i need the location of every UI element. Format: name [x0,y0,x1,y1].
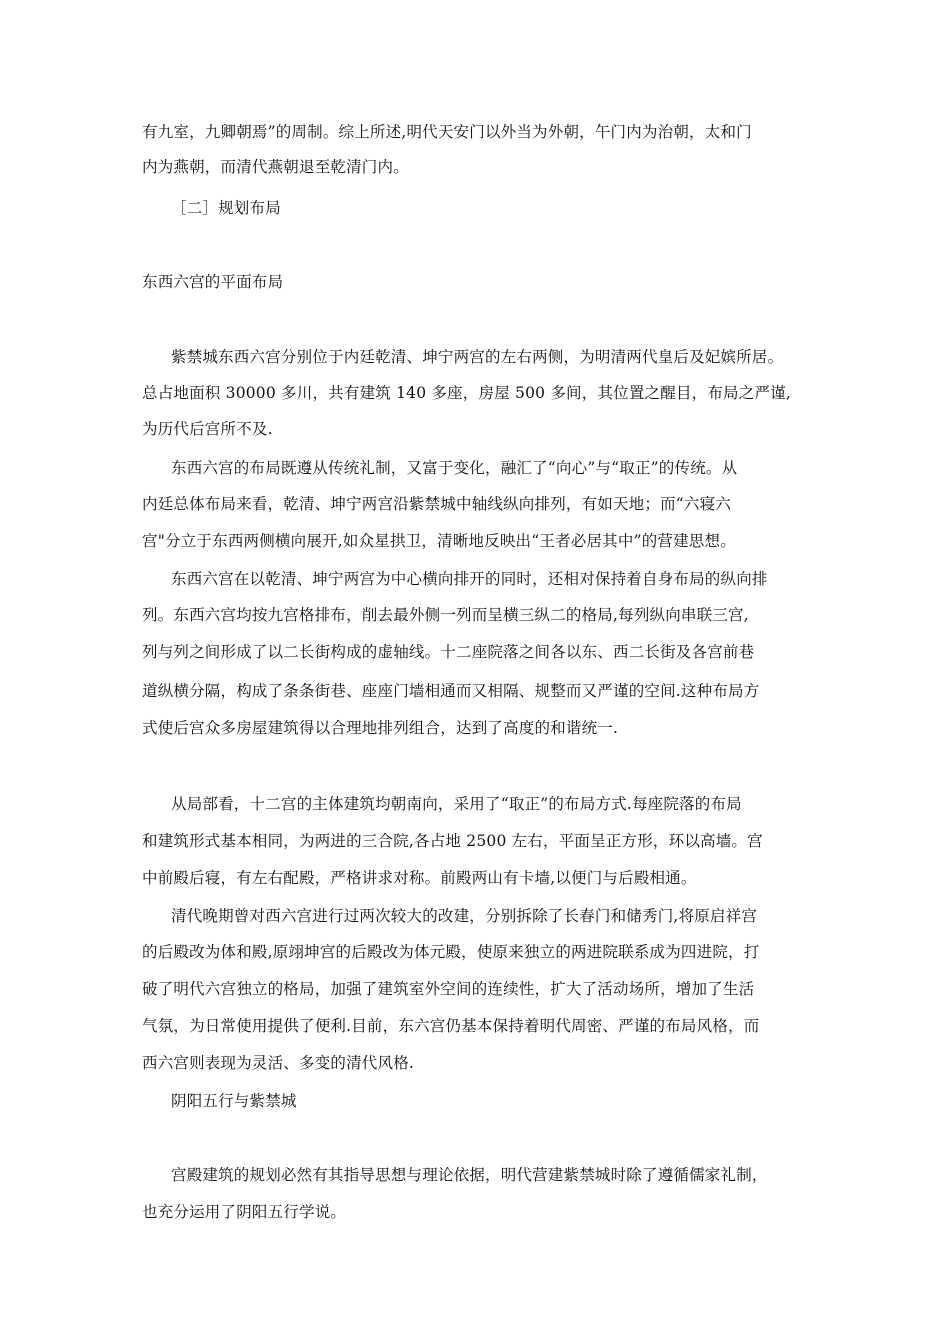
text-line: 有九室，九卿朝焉”的周制。综上所述,明代天安门以外当为外朝，午门内为治朝，太和门 [142,123,752,141]
text-line: 东西六宫在以乾清、坤宁两宫为中心横向排开的同时，还相对保持着自身布局的纵向排 [171,570,768,588]
text-line: 西六宫则表现为灵活、多变的清代风格. [142,1054,415,1072]
text-line: 气氛，为日常使用提供了便利.目前，东六宫仍基本保持着明代周密、严谨的布局风格，而 [142,1017,760,1035]
text-line: 清代晚期曾对西六宫进行过两次较大的改建，分别拆除了长春门和储秀门,将原启祥宫 [171,907,758,925]
text-line: 紫禁城东西六宫分别位于内廷乾清、坤宁两宫的左右两侧，为明清两代皇后及妃嫔所居。 [171,348,784,366]
text-line: 和建筑形式基本相同，为两进的三合院,各占地 2500 左右，平面呈正方形，环以高墙。宫 [142,832,763,850]
text-line: 为历代后宫所不及. [142,420,273,438]
text-line: 的后殿改为体和殿,原翊坤宫的后殿改为体元殿，使原来独立的两进院联系成为四进院，打 [142,943,760,961]
text-line: 式使后宫众多房屋建筑得以合理地排列组合，达到了高度的和谐统一. [142,719,619,737]
text-line: 宫"分立于东西两侧横向展开,如众星拱卫，清晰地反映出“王者必居其中”的营建思想。 [142,532,736,550]
text-line: 也充分运用了阴阳五行学说。 [142,1203,347,1221]
text-line: 东西六宫的布局既遵从传统礼制，又富于变化，融汇了“向心”与“取正”的传统。从 [171,459,738,477]
text-line: 内廷总体布局来看，乾清、坤宁两宫沿紫禁城中轴线纵向排列，有如天地；而“六寝六 [142,495,732,513]
text-line: 总占地面积 30000 多川，共有建筑 140 多座，房屋 500 多间，其位置之醒目，布局之严谨, [142,384,791,402]
text-line: 中前殿后寝，有左右配殿，严格讲求对称。前殿两山有卡墙,以便门与后殿相通。 [142,869,697,887]
text-line: 内为燕朝，而清代燕朝退至乾清门内。 [142,158,409,176]
subsection-heading: 阴阳五行与紫禁城 [171,1092,297,1110]
text-line: 从局部看，十二宫的主体建筑均朝南向，采用了“取正”的布局方式.每座院落的布局 [171,795,742,813]
subsection-heading: 东西六宫的平面布局 [142,273,284,291]
text-line: 列与列之间形成了以二长街构成的虚轴线。十二座院落之间各以东、西二长街及各宫前巷 [142,643,755,661]
section-heading: ［二］规划布局 [171,199,281,217]
text-line: 道纵横分隔，构成了条条街巷、座座门墙相通而又相隔、规整而又严谨的空间.这种布局方 [142,682,760,700]
text-line: 破了明代六宫独立的格局，加强了建筑室外空间的连续性，扩大了活动场所，增加了生活 [142,980,755,998]
text-line: 列。东西六宫均按九宫格排布，削去最外侧一列而呈横三纵二的格局,每列纵向串联三宫, [142,606,749,624]
text-line: 宫殿建筑的规划必然有其指导思想与理论依据，明代营建紫禁城时除了遵循儒家礼制， [171,1166,768,1184]
